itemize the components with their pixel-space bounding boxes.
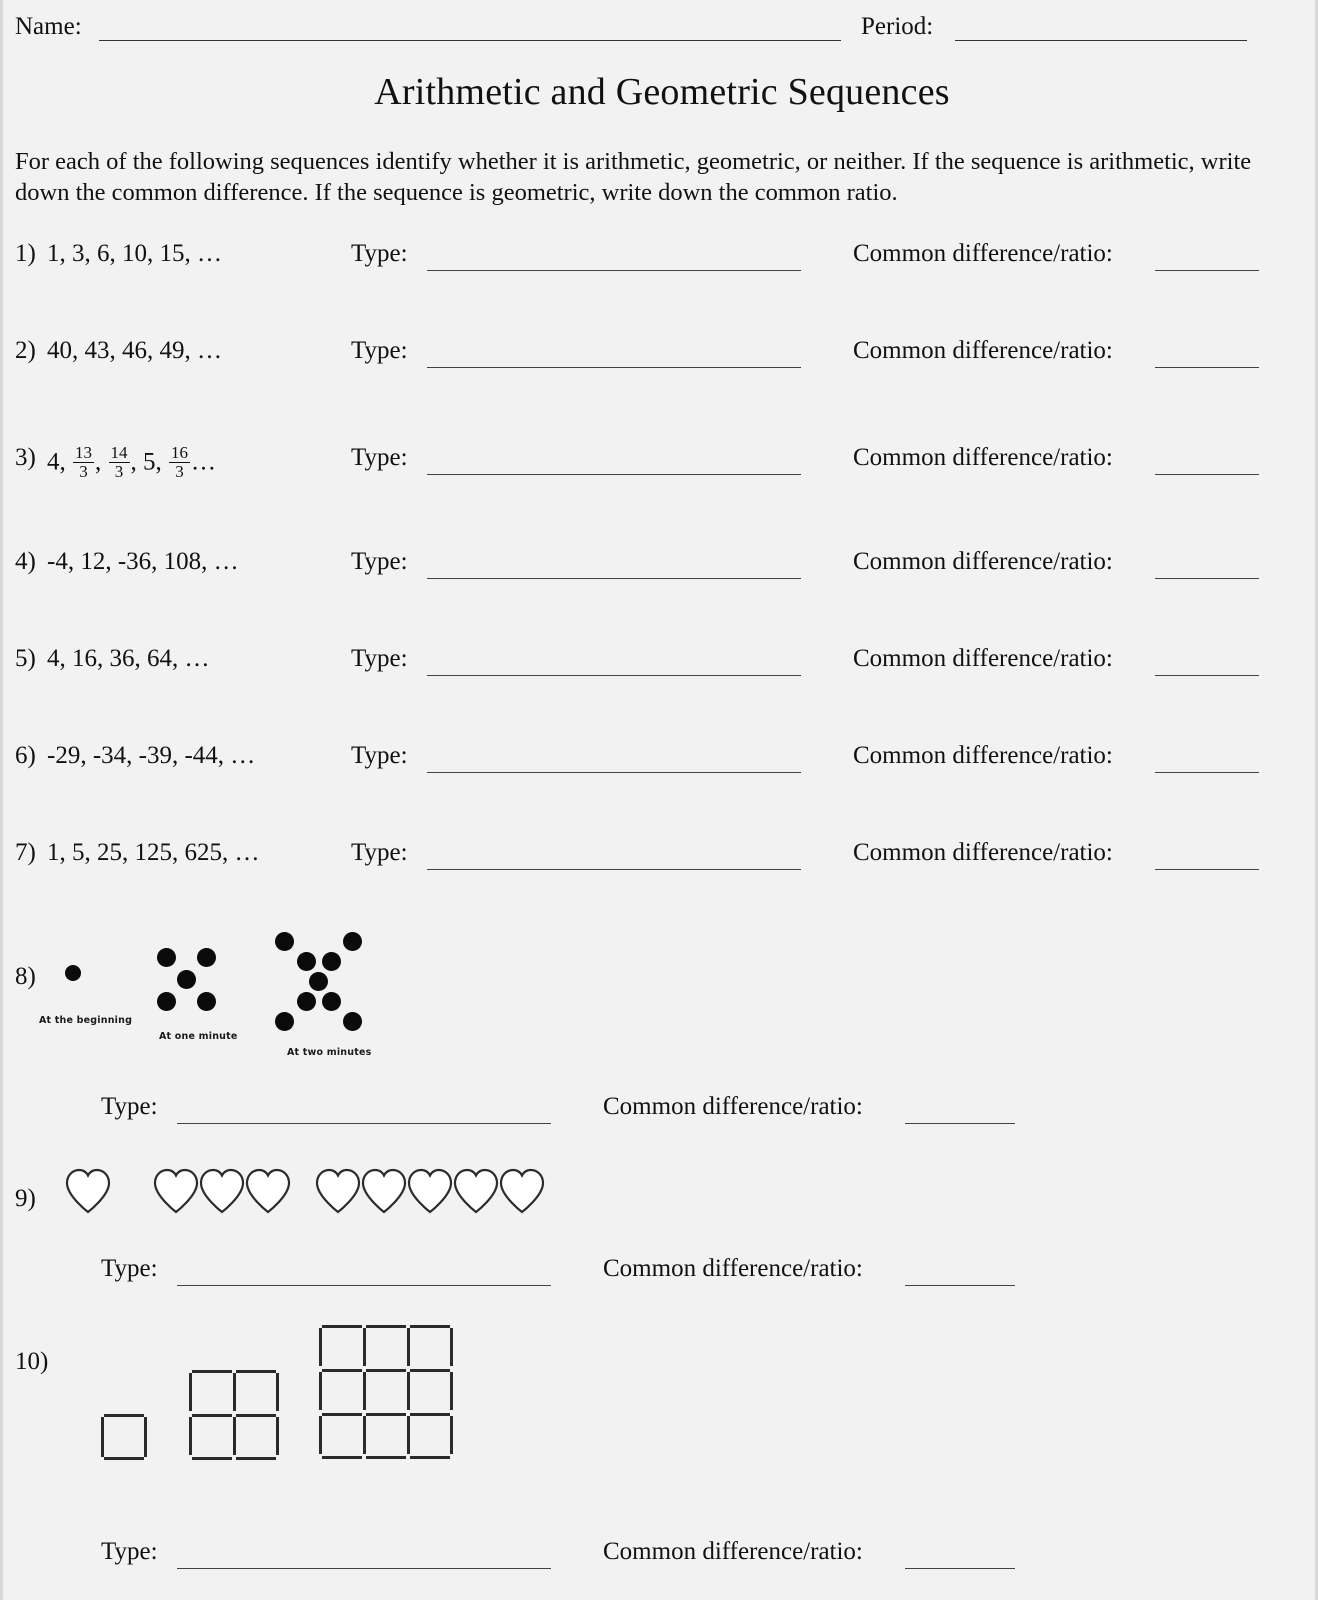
grid-segment <box>450 1372 453 1410</box>
problem-number: 4) <box>15 548 36 575</box>
type-label: Type: <box>101 1538 158 1565</box>
page-title: Arithmetic and Geometric Sequences <box>374 71 950 113</box>
common-difference-label: Common difference/ratio: <box>853 742 1113 769</box>
dot <box>157 948 176 967</box>
problem-number: 6) <box>15 742 36 769</box>
square-grid-stage-1 <box>101 1414 147 1460</box>
dot <box>343 932 362 951</box>
grid-segment <box>450 1328 453 1366</box>
dot <box>322 992 341 1011</box>
grid-segment <box>144 1417 147 1457</box>
dot <box>322 952 341 971</box>
grid-segment <box>410 1456 450 1459</box>
heart-icon <box>197 1166 247 1216</box>
grid-segment <box>410 1413 450 1416</box>
grid-segment <box>319 1328 322 1366</box>
problem-row-3 <box>3 444 1318 490</box>
dot-caption-1: At the beginning <box>39 1015 133 1026</box>
type-answer-rule[interactable] <box>427 367 801 368</box>
problem-number: 7) <box>15 839 36 866</box>
dot-figure-stage-3 <box>275 932 375 1032</box>
grid-segment <box>104 1414 144 1417</box>
answer-row-10 <box>3 1538 1318 1582</box>
type-label: Type: <box>351 839 408 866</box>
grid-segment <box>363 1372 366 1410</box>
sequence-terms: 1, 3, 6, 10, 15, … <box>47 240 222 267</box>
common-difference-label: Common difference/ratio: <box>603 1538 863 1565</box>
dot <box>309 972 328 991</box>
grid-segment <box>104 1457 144 1460</box>
heart-icon <box>243 1166 293 1216</box>
type-label: Type: <box>101 1093 158 1120</box>
name-period-row <box>3 6 1318 44</box>
heart-icon <box>359 1166 409 1216</box>
type-answer-rule[interactable] <box>427 578 801 579</box>
grid-segment <box>366 1369 406 1372</box>
dot <box>343 1012 362 1031</box>
term-2-fraction: $\frac{13}{3}$ <box>75 443 92 481</box>
answer-row-9 <box>3 1255 1318 1299</box>
grid-segment <box>410 1325 450 1328</box>
heart-icon <box>313 1166 363 1216</box>
type-answer-rule[interactable] <box>177 1568 551 1569</box>
heart-figure-stage-1 <box>63 1166 113 1216</box>
term-5-fraction: $\frac{16}{3}$ <box>171 443 188 481</box>
grid-segment <box>366 1456 406 1459</box>
dot <box>197 992 216 1011</box>
grid-segment <box>101 1417 104 1457</box>
type-answer-rule[interactable] <box>177 1123 551 1124</box>
grid-segment <box>322 1369 362 1372</box>
type-answer-rule[interactable] <box>427 474 801 475</box>
answer-row-8 <box>3 1093 1318 1137</box>
grid-segment <box>236 1370 276 1373</box>
common-difference-label: Common difference/ratio: <box>853 548 1113 575</box>
grid-segment <box>410 1369 450 1372</box>
grid-segment <box>407 1372 410 1410</box>
type-label: Type: <box>351 240 408 267</box>
grid-segment <box>189 1417 192 1455</box>
instructions-text: For each of the following sequences identify whether it is arithmetic, geometric, or neither. If the sequence is arithmetic, write down the common difference. If the sequence is geometric, write down the common ratio. <box>15 148 1252 206</box>
type-answer-rule[interactable] <box>427 675 801 676</box>
heart-figure-stage-3 <box>313 1166 547 1216</box>
common-difference-label: Common difference/ratio: <box>853 645 1113 672</box>
sequence-terms-fractions: 4, $\frac{13}{3}$ , $\frac{14}{3}$ , 5, $\frac{16}{3}$ … <box>47 443 216 481</box>
grid-segment <box>192 1370 232 1373</box>
grid-segment <box>322 1325 362 1328</box>
type-label: Type: <box>351 645 408 672</box>
dot <box>197 948 216 967</box>
square-grid-stage-2 <box>189 1370 279 1460</box>
common-difference-answer-rule[interactable] <box>905 1285 1015 1286</box>
sequence-terms: 40, 43, 46, 49, … <box>47 337 222 364</box>
heart-icon <box>405 1166 455 1216</box>
type-answer-rule[interactable] <box>427 772 801 773</box>
common-difference-label: Common difference/ratio: <box>603 1093 863 1120</box>
sequence-terms: 4, 16, 36, 64, … <box>47 645 210 672</box>
problem-number-9: 9) <box>15 1185 36 1212</box>
problem-number: 3) <box>15 444 36 471</box>
name-input-rule[interactable] <box>99 40 841 41</box>
type-answer-rule[interactable] <box>427 869 801 870</box>
heart-icon <box>497 1166 547 1216</box>
heart-icon <box>63 1166 113 1216</box>
type-label: Type: <box>351 337 408 364</box>
dot-caption-2: At one minute <box>159 1031 238 1042</box>
dot <box>275 1012 294 1031</box>
heart-figure-stage-2 <box>151 1166 293 1216</box>
ellipsis: … <box>191 448 216 476</box>
common-difference-answer-rule[interactable] <box>905 1123 1015 1124</box>
common-difference-answer-rule[interactable] <box>1155 772 1259 773</box>
heart-icon <box>451 1166 501 1216</box>
dot-figure-stage-1 <box>65 965 95 995</box>
grid-segment <box>407 1328 410 1366</box>
period-label: Period: <box>861 13 934 40</box>
problem-row-6 <box>3 742 1318 788</box>
common-difference-answer-rule[interactable] <box>1155 474 1259 475</box>
dot <box>157 992 176 1011</box>
type-answer-rule[interactable] <box>177 1285 551 1286</box>
dot <box>65 965 81 981</box>
dot-figure-stage-2 <box>157 948 223 1014</box>
grid-segment <box>366 1325 406 1328</box>
grid-segment <box>407 1416 410 1454</box>
common-difference-label: Common difference/ratio: <box>603 1255 863 1282</box>
grid-segment <box>189 1373 192 1411</box>
grid-segment <box>192 1414 232 1417</box>
problem-number-8: 8) <box>15 963 36 990</box>
dot <box>275 932 294 951</box>
common-difference-answer-rule[interactable] <box>1155 270 1259 271</box>
grid-segment <box>363 1328 366 1366</box>
grid-segment <box>192 1457 232 1460</box>
type-answer-rule[interactable] <box>427 270 801 271</box>
common-difference-answer-rule[interactable] <box>1155 578 1259 579</box>
common-difference-label: Common difference/ratio: <box>853 240 1113 267</box>
grid-segment <box>233 1373 236 1411</box>
grid-segment <box>319 1416 322 1454</box>
heart-icon <box>151 1166 201 1216</box>
common-difference-answer-rule[interactable] <box>1155 869 1259 870</box>
dot-caption-3: At two minutes <box>287 1047 372 1058</box>
problem-row-4 <box>3 548 1318 594</box>
grid-segment <box>366 1413 406 1416</box>
grid-segment <box>233 1417 236 1455</box>
type-label: Type: <box>101 1255 158 1282</box>
grid-segment <box>363 1416 366 1454</box>
problem-row-1 <box>3 240 1318 286</box>
problem-row-2 <box>3 337 1318 383</box>
grid-segment <box>322 1456 362 1459</box>
common-difference-answer-rule[interactable] <box>1155 675 1259 676</box>
problem-number: 5) <box>15 645 36 672</box>
common-difference-label: Common difference/ratio: <box>853 337 1113 364</box>
problem-number: 1) <box>15 240 36 267</box>
square-grid-stage-3 <box>319 1325 453 1459</box>
grid-segment <box>276 1417 279 1455</box>
sequence-terms: 1, 5, 25, 125, 625, … <box>47 839 260 866</box>
common-difference-answer-rule[interactable] <box>1155 367 1259 368</box>
period-input-rule[interactable] <box>955 40 1247 41</box>
sequence-terms: -29, -34, -39, -44, … <box>47 742 256 769</box>
dot <box>177 970 196 989</box>
term-3-fraction: $\frac{14}{3}$ <box>110 443 128 481</box>
grid-segment <box>450 1416 453 1454</box>
type-label: Type: <box>351 548 408 575</box>
common-difference-answer-rule[interactable] <box>905 1568 1015 1569</box>
type-label: Type: <box>351 742 408 769</box>
grid-segment <box>276 1373 279 1411</box>
problem-number: 2) <box>15 337 36 364</box>
problem-row-7 <box>3 839 1318 885</box>
dot <box>297 952 316 971</box>
dot <box>297 992 316 1011</box>
common-difference-label: Common difference/ratio: <box>853 444 1113 471</box>
grid-segment <box>236 1414 276 1417</box>
common-difference-label: Common difference/ratio: <box>853 839 1113 866</box>
grid-segment <box>319 1372 322 1410</box>
sequence-terms: -4, 12, -36, 108, … <box>47 548 239 575</box>
grid-segment <box>236 1457 276 1460</box>
problem-number-10: 10) <box>15 1348 49 1375</box>
name-label: Name: <box>15 13 82 40</box>
term-1: 4 <box>47 448 60 476</box>
type-label: Type: <box>351 444 408 471</box>
term-4: 5 <box>143 448 156 476</box>
problem-row-5 <box>3 645 1318 691</box>
grid-segment <box>322 1413 362 1416</box>
